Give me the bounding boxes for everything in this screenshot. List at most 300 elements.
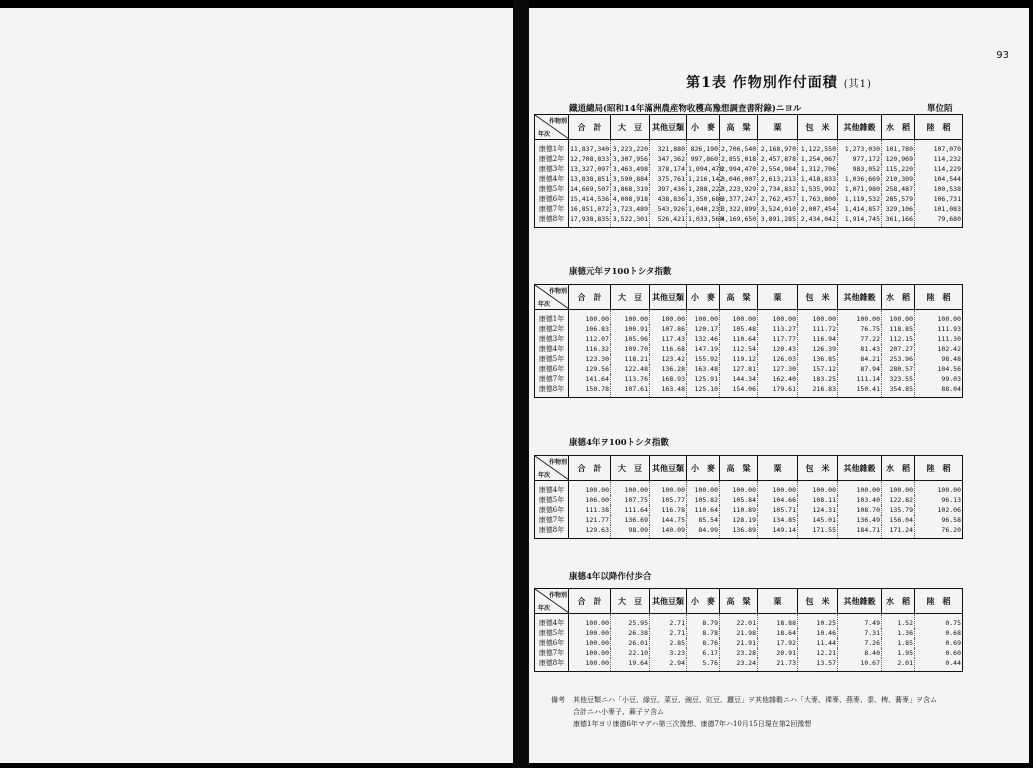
- table-cell: 253.96: [882, 354, 915, 364]
- table-cell: 88.04: [915, 384, 963, 398]
- table-cell: 7.31: [838, 628, 882, 638]
- table-cell: 2,734,832: [758, 184, 798, 194]
- table-cell: 329,106: [882, 204, 915, 214]
- table-cell: 154.06: [720, 384, 758, 398]
- note-text: 康德1年ヨリ康德6年マデハ第三次豫想、康德7年ハ10月15日現在第2回豫想: [573, 720, 812, 728]
- table-cell: 11,837,340: [569, 140, 611, 155]
- table-cell: 378,174: [650, 164, 687, 174]
- table-cell: 19.64: [611, 658, 650, 672]
- table-cell: 103.40: [838, 495, 882, 505]
- table-cell: 100.00: [611, 481, 650, 496]
- table-cell: 3,322,899: [721, 205, 757, 213]
- table-cell: 108.11: [798, 495, 838, 505]
- table-cell: 5.76: [687, 658, 720, 672]
- table-cell: 121.77: [569, 515, 611, 525]
- table-cell: 111.38: [569, 505, 611, 515]
- table-cell: 100.00: [569, 481, 611, 496]
- table-cell: 354.85: [882, 384, 915, 398]
- table-cell: 17.92: [758, 638, 798, 648]
- table-cell: 8.78: [687, 628, 720, 638]
- table-cell: 210,309: [882, 174, 915, 184]
- table-header-row: [535, 456, 963, 481]
- table-cell: 111.72: [798, 324, 838, 334]
- table-cell: 98.48: [915, 354, 963, 364]
- table-header-row: [535, 285, 963, 310]
- table-cell: 100.00: [687, 481, 720, 496]
- table-cell: 2,434,042: [798, 214, 838, 228]
- table-cell: 14,669,507: [570, 185, 610, 193]
- table-row: [535, 658, 963, 672]
- table-cell: 983,052: [838, 164, 882, 174]
- table-cell: 2,855,018: [721, 155, 757, 163]
- table-cell: 84.99: [687, 525, 720, 539]
- table-cell: 96.58: [915, 515, 963, 525]
- table-cell: 105.48: [720, 324, 758, 334]
- table-cell: 2,994,470: [721, 165, 757, 173]
- row-year-label: 康德4年: [535, 481, 569, 496]
- column-header: 合 計: [569, 285, 611, 310]
- row-year-label: 康德6年: [535, 194, 569, 204]
- table-cell: 101,780: [882, 140, 915, 155]
- table-cell: 145.01: [798, 515, 838, 525]
- table-cell: 127.81: [720, 364, 758, 374]
- table-cell: 100.00: [915, 310, 963, 325]
- row-year-label: 康德4年: [535, 614, 569, 629]
- table-cell: 21.98: [720, 628, 758, 638]
- table-cell: 17,938,835: [569, 214, 611, 228]
- table-cell: 136.69: [611, 515, 650, 525]
- column-header: 包 米: [798, 456, 838, 481]
- row-year-label: 康德8年: [535, 384, 569, 398]
- corner-top-label: 作物別: [548, 118, 567, 125]
- table-cell: 109.70: [611, 344, 650, 354]
- table-cell: 18.64: [758, 628, 798, 638]
- table-cell: 1,033,560: [687, 214, 720, 228]
- table-cell: 100.91: [611, 324, 650, 334]
- table-row: [535, 344, 963, 354]
- table-cell: 76.75: [838, 324, 882, 334]
- table-cell: 13,327,097: [570, 165, 610, 173]
- table-cell: 4,008,918: [611, 194, 650, 204]
- table-cell: 79,680: [915, 214, 963, 228]
- table-cell: 106.00: [569, 495, 611, 505]
- source-caption: 鐵道總局(昭和14年滿洲農産物收穫高豫想調査書附錄)ニヨル: [569, 104, 802, 114]
- column-header: 粟: [758, 115, 798, 140]
- column-header: 水 稻: [882, 456, 915, 481]
- table-cell: 2.71: [650, 628, 687, 638]
- table-cell: 826,190: [687, 140, 720, 155]
- table-cell: 111.30: [915, 334, 963, 344]
- table-cell: 1,418,833: [798, 174, 838, 184]
- table-cell: 140.09: [650, 525, 687, 539]
- table-cell: 127.30: [758, 364, 798, 374]
- table-row: [535, 204, 963, 214]
- column-header: 其他雜穀: [838, 285, 882, 310]
- row-year-label: 康德2年: [535, 154, 569, 164]
- book-gutter: [513, 0, 529, 768]
- table-cell: 1.95: [882, 648, 915, 658]
- table-cell: 136.49: [838, 515, 882, 525]
- table-cell: 1,094,478: [688, 165, 724, 173]
- table-cell: 120.43: [758, 344, 798, 354]
- row-year-label: 康德6年: [535, 505, 569, 515]
- table-cell: 123.42: [650, 354, 687, 364]
- table-cell: 155.92: [687, 354, 720, 364]
- table-cell: 285,579: [882, 194, 915, 204]
- column-header: 其他雜穀: [838, 589, 882, 614]
- right-page: [529, 8, 1029, 763]
- table-cell: 104.66: [758, 495, 798, 505]
- table-row: [535, 164, 963, 174]
- table-cell: 3,377,247: [721, 195, 757, 203]
- table-row: [535, 194, 963, 204]
- column-header: 合 計: [569, 456, 611, 481]
- row-year-label: 康德3年: [535, 334, 569, 344]
- table-cell: 100.00: [569, 638, 611, 648]
- table-cell: 15,414,536: [570, 195, 610, 203]
- table-cell: 3,223,929: [721, 185, 757, 193]
- table-cell: 3,524,010: [758, 204, 798, 214]
- table-cell: 100.00: [882, 481, 915, 496]
- table-cell: 126.03: [758, 354, 798, 364]
- column-header: 陸 稻: [915, 115, 963, 140]
- header-corner-cell: [535, 456, 569, 481]
- table-cell: 21.73: [758, 658, 798, 672]
- table-cell: 129.56: [569, 364, 611, 374]
- unit-label: 單位陌: [927, 104, 953, 114]
- table-cell: 7.26: [838, 638, 882, 648]
- note-line: [551, 694, 937, 706]
- table-row: [535, 184, 963, 194]
- table-cell: 100.00: [611, 310, 650, 325]
- table-cell: 100.00: [720, 310, 758, 325]
- table-cell: 113.27: [758, 324, 798, 334]
- table-cell: 1,119,532: [838, 194, 882, 204]
- table-cell: 100.00: [798, 481, 838, 496]
- table-cell: 100,538: [915, 184, 963, 194]
- table-cell: 183.25: [798, 374, 838, 384]
- table-cell: 134.85: [758, 515, 798, 525]
- table-cell: 10.46: [798, 628, 838, 638]
- column-header: 高 粱: [720, 589, 758, 614]
- table-cell: 105.71: [758, 505, 798, 515]
- table-cell: 107.75: [611, 495, 650, 505]
- title-subtitle: (其1): [843, 79, 872, 90]
- corner-bottom-label: 年次: [538, 131, 551, 138]
- table-cell: 3,723,489: [611, 204, 650, 214]
- table-cell: 114,229: [915, 164, 963, 174]
- table-cell: 26.01: [611, 638, 650, 648]
- corner-top-label: 作物別: [548, 592, 567, 599]
- table-cell: 115,220: [882, 164, 915, 174]
- table-cell: 136.85: [798, 354, 838, 364]
- table-cell: 100.00: [838, 481, 882, 496]
- column-header: 小 麥: [687, 456, 720, 481]
- column-header: 粟: [758, 285, 798, 310]
- table-cell: 438,836: [650, 194, 687, 204]
- table-cell: 111.93: [915, 324, 963, 334]
- table-cell: 0.60: [915, 648, 963, 658]
- row-year-label: 康德7年: [535, 374, 569, 384]
- column-header: 包 米: [798, 285, 838, 310]
- table-cell: 116.32: [569, 344, 611, 354]
- table-cell: 8.79: [687, 614, 720, 629]
- table-cell: 157.12: [798, 364, 838, 374]
- table-cell: 108.70: [838, 505, 882, 515]
- table-cell: 107.86: [650, 324, 687, 334]
- table-cell: 99.03: [915, 374, 963, 384]
- column-header: 高 粱: [720, 285, 758, 310]
- table-cell: 3,307,956: [611, 154, 650, 164]
- table-cell: 10.25: [798, 614, 838, 629]
- table-cell: 23.28: [720, 648, 758, 658]
- table-cell: 118.85: [882, 324, 915, 334]
- table-cell: 124.31: [798, 505, 838, 515]
- table-cell: 25.95: [611, 614, 650, 629]
- table-cell: 6.17: [687, 648, 720, 658]
- table-cell: 8.40: [838, 648, 882, 658]
- table-cell: 977,172: [838, 154, 882, 164]
- table-row: [535, 505, 963, 515]
- table-cell: 100.00: [569, 310, 611, 325]
- table-cell: 997,860: [687, 154, 720, 164]
- table-cell: 347,362: [650, 154, 687, 164]
- table-cell: 107,070: [915, 140, 963, 155]
- table-cell: 2,457,878: [758, 154, 798, 164]
- table-cell: 1,036,669: [838, 174, 882, 184]
- table-cell: 111.64: [611, 505, 650, 515]
- note-line: [551, 706, 937, 718]
- table-cell: 122.82: [882, 495, 915, 505]
- table-cell: 128.19: [720, 515, 758, 525]
- table-cell: 13,838,851: [570, 175, 610, 183]
- column-header: 陸 稻: [915, 456, 963, 481]
- column-header: 陸 稻: [915, 589, 963, 614]
- table-cell: 136.89: [720, 525, 758, 539]
- table-cell: 104.56: [915, 364, 963, 374]
- table-cell: 125.10: [687, 384, 720, 398]
- table-cell: 2.01: [882, 658, 915, 672]
- table-cell: 321,880: [650, 140, 687, 155]
- crop-area-table-4: [534, 588, 963, 672]
- crop-area-table-2: [534, 284, 963, 398]
- table-cell: 1,763,800: [798, 194, 838, 204]
- row-year-label: 康德4年: [535, 174, 569, 184]
- column-header: 水 稻: [882, 115, 915, 140]
- table-cell: 85.54: [687, 515, 720, 525]
- table-cell: 122.48: [611, 364, 650, 374]
- row-year-label: 康德4年: [535, 344, 569, 354]
- table-cell: 106,731: [915, 194, 963, 204]
- corner-bottom-label: 年次: [538, 472, 551, 479]
- table-row: [535, 374, 963, 384]
- table-cell: 102.06: [915, 505, 963, 515]
- table-cell: 119.12: [720, 354, 758, 364]
- table-cell: 1,350,686: [688, 195, 724, 203]
- table-cell: 76.20: [915, 525, 963, 539]
- table-cell: 22.10: [611, 648, 650, 658]
- table-cell: 120.17: [687, 324, 720, 334]
- table-cell: 3,463,498: [611, 164, 650, 174]
- row-year-label: 康德5年: [535, 184, 569, 194]
- table-header-row: [535, 589, 963, 614]
- table-cell: 4,169,650: [720, 214, 758, 228]
- table-cell: 1,414,857: [838, 204, 882, 214]
- table-cell: 162.40: [758, 374, 798, 384]
- table-cell: 150.78: [569, 384, 611, 398]
- column-header: 大 豆: [611, 456, 650, 481]
- table-cell: 163.48: [650, 384, 687, 398]
- table-row: [535, 140, 963, 155]
- table-cell: 20.91: [758, 648, 798, 658]
- table-cell: 3,046,007: [721, 175, 757, 183]
- table-cell: 150.41: [838, 384, 882, 398]
- row-year-label: 康德1年: [535, 310, 569, 325]
- column-header: 其他豆類: [650, 285, 687, 310]
- table-cell: 10.67: [838, 658, 882, 672]
- table-cell: 100.00: [687, 310, 720, 325]
- table-cell: 2,706,540: [720, 140, 758, 155]
- column-header: 合 計: [569, 115, 611, 140]
- table-cell: 1,535,992: [798, 184, 838, 194]
- corner-top-label: 作物別: [548, 288, 567, 295]
- table-cell: 0.68: [915, 628, 963, 638]
- table-row: [535, 154, 963, 164]
- table-cell: 1,288,222: [688, 185, 724, 193]
- table-cell: 112.54: [720, 344, 758, 354]
- table-cell: 2.94: [650, 658, 687, 672]
- table-cell: 3,590,884: [611, 174, 650, 184]
- corner-bottom-label: 年次: [538, 605, 551, 612]
- table-cell: 136.28: [650, 364, 687, 374]
- table-cell: 141.64: [569, 374, 611, 384]
- table-cell: 179.61: [758, 384, 798, 398]
- table-cell: 129.63: [569, 525, 611, 539]
- table-cell: 1.52: [882, 614, 915, 629]
- table-row: [535, 648, 963, 658]
- table-cell: 7.49: [838, 614, 882, 629]
- table-cell: 3.23: [650, 648, 687, 658]
- crop-area-table-3: [534, 455, 963, 539]
- table-cell: 100.00: [915, 481, 963, 496]
- row-year-label: 康德5年: [535, 628, 569, 638]
- title-text: 第1表 作物別作付面積: [686, 75, 838, 91]
- table-cell: 361,166: [882, 214, 915, 228]
- table-cell: 2,762,457: [758, 194, 798, 204]
- table-cell: 1.85: [882, 638, 915, 648]
- table-cell: 113.76: [611, 374, 650, 384]
- table-cell: 112.07: [569, 334, 611, 344]
- table-row: [535, 354, 963, 364]
- table-cell: 106.83: [569, 324, 611, 334]
- column-header: 大 豆: [611, 589, 650, 614]
- table-cell: 163.48: [687, 364, 720, 374]
- table-cell: 1,040,231: [688, 205, 724, 213]
- column-header: 其他豆類: [650, 589, 687, 614]
- table-cell: 1,273,030: [838, 140, 882, 155]
- table-cell: 118.21: [611, 354, 650, 364]
- table-cell: 116.78: [650, 505, 687, 515]
- table-cell: 18.88: [758, 614, 798, 629]
- table-cell: 22.01: [720, 614, 758, 629]
- table-cell: 1.36: [882, 628, 915, 638]
- column-header: 高 粱: [720, 115, 758, 140]
- table-cell: 126.39: [798, 344, 838, 354]
- table-row: [535, 614, 963, 629]
- table-cell: 26.38: [611, 628, 650, 638]
- table-cell: 100.00: [758, 481, 798, 496]
- table-cell: 12,708,833: [570, 155, 610, 163]
- table-cell: 87.94: [838, 364, 882, 374]
- table-cell: 110.64: [687, 505, 720, 515]
- table-cell: 2.71: [650, 614, 687, 629]
- column-header: 粟: [758, 589, 798, 614]
- corner-top-label: 作物別: [548, 459, 567, 466]
- row-year-label: 康德5年: [535, 354, 569, 364]
- column-header: 合 計: [569, 589, 611, 614]
- table-cell: 149.14: [758, 525, 798, 539]
- table-cell: 171.24: [882, 525, 915, 539]
- table-cell: 77.22: [838, 334, 882, 344]
- table-cell: 168.93: [650, 374, 687, 384]
- table-cell: 96.13: [915, 495, 963, 505]
- table-cell: 1,216,142: [688, 175, 724, 183]
- table-cell: 184.71: [838, 525, 882, 539]
- table-cell: 526,421: [650, 214, 687, 228]
- row-year-label: 康德7年: [535, 515, 569, 525]
- column-header: 粟: [758, 456, 798, 481]
- table-cell: 0.69: [915, 638, 963, 648]
- table-row: [535, 310, 963, 325]
- table-row: [535, 214, 963, 228]
- column-header: 其他豆類: [650, 456, 687, 481]
- table-cell: 100.00: [650, 481, 687, 496]
- header-corner-cell: [535, 285, 569, 310]
- column-header: 包 米: [798, 589, 838, 614]
- table-cell: 117.43: [650, 334, 687, 344]
- table-cell: 171.55: [798, 525, 838, 539]
- table-cell: 84.21: [838, 354, 882, 364]
- table-cell: 105.82: [687, 495, 720, 505]
- table-cell: 1,914,745: [838, 214, 882, 228]
- column-header: 陸 稻: [915, 285, 963, 310]
- table-cell: 100.00: [838, 310, 882, 325]
- table-cell: 105.84: [720, 495, 758, 505]
- table-cell: 2,007,454: [798, 204, 838, 214]
- table-cell: 147.19: [687, 344, 720, 354]
- table-row: [535, 174, 963, 184]
- row-year-label: 康德2年: [535, 324, 569, 334]
- table-cell: 23.24: [720, 658, 758, 672]
- note-text: 其他豆類ニハ「小豆、綠豆、菜豆、豌豆、豇豆、蠶豆」ヲ其他雜穀ニハ「大麥、裸麥、燕麥、黍、稗、蕎麥」ヲ含ム: [573, 696, 937, 704]
- table-cell: 100.00: [758, 310, 798, 325]
- table-cell: 105.96: [611, 334, 650, 344]
- row-year-label: 康德3年: [535, 164, 569, 174]
- table-3-caption: 康德4年ヲ100トシタ指數: [569, 438, 669, 448]
- table-cell: 111.14: [838, 374, 882, 384]
- table-cell: 102.42: [915, 344, 963, 354]
- table-cell: 114,232: [915, 154, 963, 164]
- table-cell: 258,487: [882, 184, 915, 194]
- table-cell: 3,868,319: [611, 184, 650, 194]
- header-corner-cell: [535, 589, 569, 614]
- table-cell: 543,926: [650, 204, 687, 214]
- notes: [551, 694, 937, 730]
- column-header: 水 稻: [882, 285, 915, 310]
- column-header: 大 豆: [611, 115, 650, 140]
- table-cell: 107.61: [611, 384, 650, 398]
- column-header: 小 麥: [687, 115, 720, 140]
